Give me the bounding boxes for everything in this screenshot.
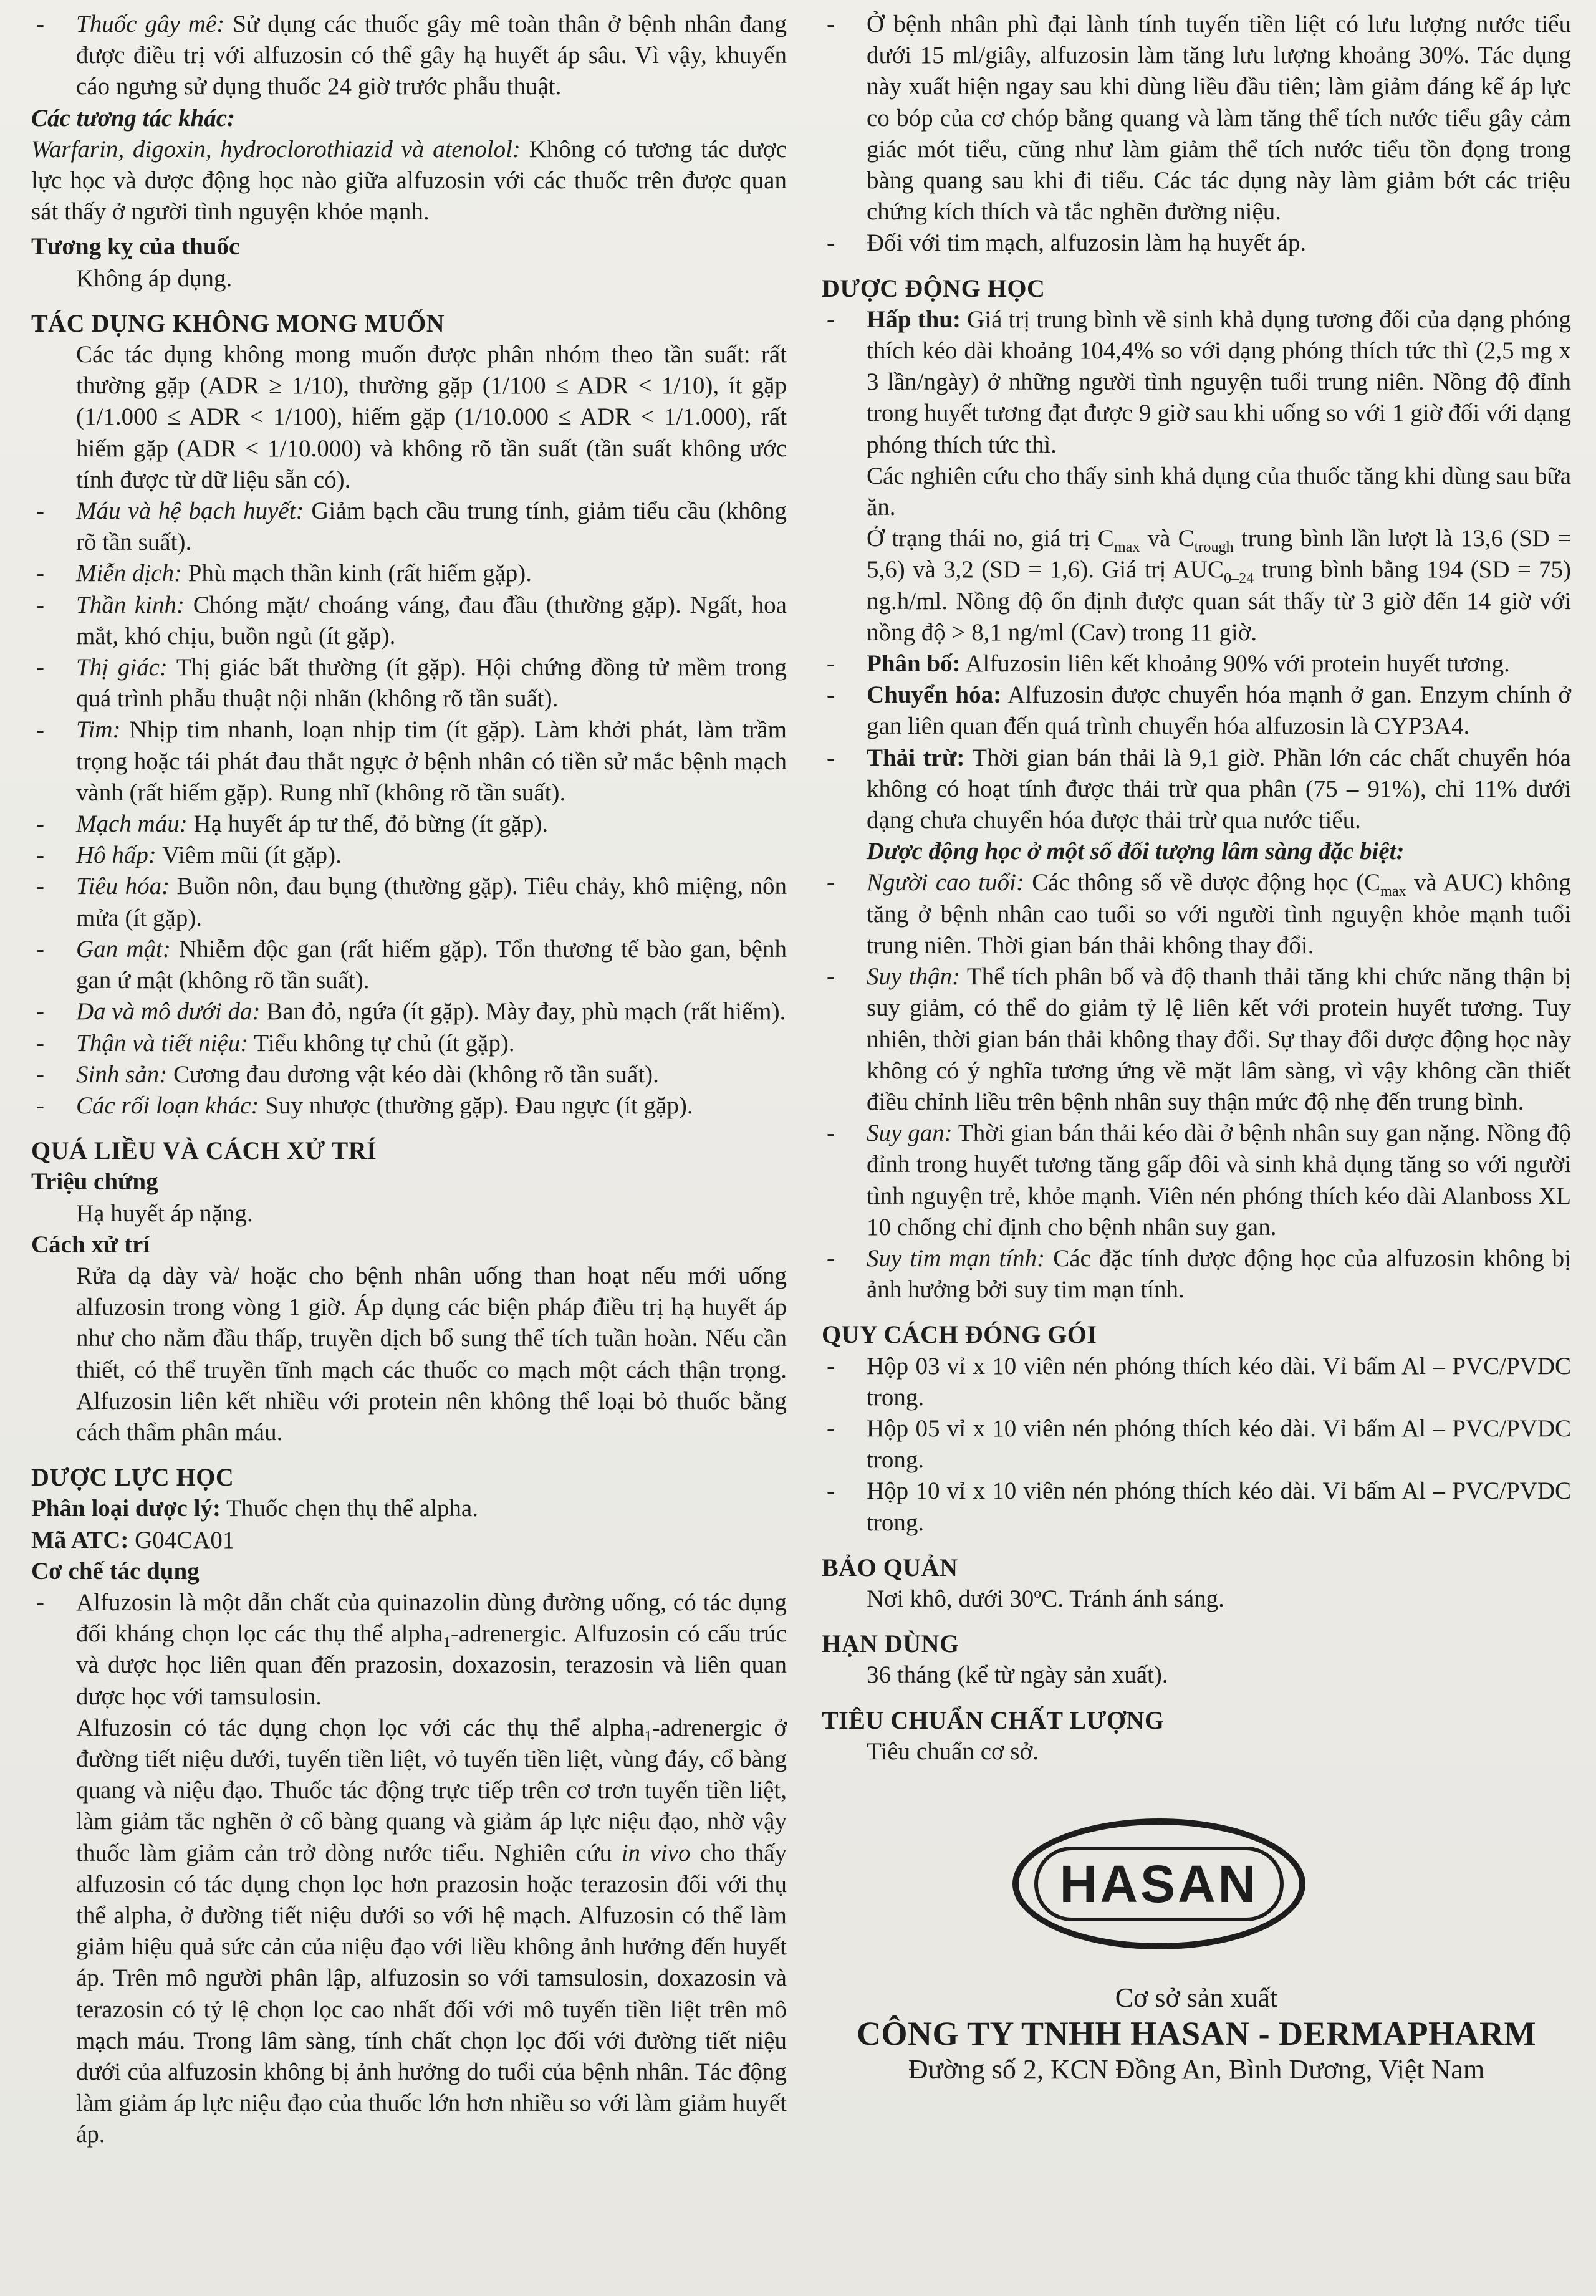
elimination-label: Thải trừ: (867, 744, 965, 771)
adr-item (31, 934, 787, 996)
fed-state-text (822, 523, 1571, 648)
anesthesia-item (31, 9, 787, 103)
symptoms-text: Hạ huyết áp nặng. (76, 1199, 253, 1227)
logo-outer-ellipse (1012, 1818, 1305, 1949)
interaction-text: Không có tương tác dược lực học và dược động học nào giữa alfuzosin với các thuốc trên được quan sát thấy ở người tình nguyện khỏe mạnh. (31, 135, 787, 226)
mechanism-heading: Cơ chế tác dụng (31, 1557, 200, 1585)
elderly-item (822, 867, 1571, 961)
absorption-label: Hấp thu: (867, 305, 961, 333)
fed-subscript: max (1113, 539, 1140, 556)
adr-item (31, 590, 787, 652)
fed-text: và C (1140, 525, 1195, 552)
mechanism-item-2 (31, 1712, 787, 2151)
mech-text: cho thấy alfuzosin có tác dụng chọn lọc hơn prazosin hoặc terazosin đối với thụ thể alpha, ở đường tiết niệu dưới so với hệ mạch. Alfuzosin có thể làm giảm hiệu quả sức cản của niệu đạo với liều không ảnh hưởng đến huyết áp. Trên mô người phân lập, alfuzosin so với tamsulosin, doxazosin và terazosin có tỷ lệ chọn lọc cao nhất đối với mô tuyến tiền liệt trên mô mạch máu. Trong lâm sàng, tính chất chọn lọc đối với đường tiết niệu dưới của alfuzosin không bị ảnh hưởng do tuổi của bệnh nhân. Tác động làm giảm áp lực niệu đạo của thuốc lớn hơn nhiều so với làm giảm huyết áp. (76, 1839, 787, 2148)
pharmacodynamics-heading: DƯỢC LỰC HỌC (31, 1463, 234, 1492)
adr-text: Giảm bạch cầu trung tính, giảm tiểu cầu (không rõ tần suất). (76, 497, 787, 556)
right-column (822, 9, 1571, 2087)
adr-label: Hô hấp: (76, 842, 156, 869)
quality-standard-heading: TIÊU CHUẨN CHẤT LƯỢNG (822, 1706, 1165, 1734)
adr-item (31, 1059, 787, 1090)
manufacturer-block (822, 1982, 1571, 2087)
mech-subscript: 1 (443, 1633, 451, 1651)
interaction-drugs: Warfarin, digoxin, hydroclorothiazid và atenolol: (31, 135, 521, 163)
atc-text: G04CA01 (128, 1526, 235, 1554)
adr-text: Ban đỏ, ngứa (ít gặp). Mày đay, phù mạch (rất hiếm). (260, 998, 786, 1026)
mechanism-item-1 (31, 1587, 787, 1712)
packaging-item: - Hộp 05 vỉ x 10 viên nén phóng thích kéo dài. Vỉ bấm Al – PVC/PVDC trong. (822, 1413, 1571, 1476)
in-vivo-text: in vivo (621, 1839, 691, 1866)
logo-inner-frame (1034, 1847, 1284, 1921)
heart-failure-text: Các đặc tính dược động học của alfuzosin không bị ảnh hưởng bởi suy tim mạn tính. (867, 1244, 1571, 1304)
packaging-heading: QUY CÁCH ĐÓNG GÓI (822, 1320, 1097, 1349)
adr-text: Cương đau dương vật kéo dài (không rõ tần suất). (167, 1060, 659, 1088)
packaging-item: - Hộp 10 vỉ x 10 viên nén phóng thích kéo dài. Vỉ bấm Al – PVC/PVDC trong. (822, 1476, 1571, 1538)
storage-heading: BẢO QUẢN (822, 1553, 958, 1582)
adr-label: Thị giác: (76, 654, 168, 681)
adr-label: Sinh sản: (76, 1060, 168, 1088)
renal-text: Thể tích phân bố và độ thanh thải tăng khi chức năng thận bị suy giảm, có thể do giảm tỷ lệ liên kết với protein huyết tương. Tuy nhiên, thời gian bán thải không thay đổi. Sự thay đổi dược động học này không có ý nghĩa tương ứng về mặt lâm sàng, vì vậy không cần thiết điều chỉnh liều trên bệnh nhân suy thận mức độ nhẹ đến trung bình. (867, 963, 1571, 1115)
anesthesia-text: Sử dụng các thuốc gây mê toàn thân ở bệnh nhân đang được điều trị với alfuzosin có thể gây hạ huyết áp sâu. Vì vậy, khuyến cáo ngưng sử dụng thuốc 24 giờ trước phẫu thuật. (76, 11, 787, 100)
adr-item (31, 1090, 787, 1122)
elderly-label: Người cao tuổi: (867, 869, 1024, 896)
adr-label: Miễn dịch: (76, 560, 183, 587)
atc-code (31, 1525, 787, 1556)
logo-text: HASAN (1059, 1854, 1259, 1913)
manufacturer-address: Đường số 2, KCN Đồng An, Bình Dương, Việt Nam (908, 2053, 1485, 2085)
fed-subscript: 0–24 (1223, 570, 1254, 587)
adr-item (31, 840, 787, 871)
manufacturer-label: Cơ sở sản xuất (1115, 1982, 1278, 2013)
adr-label: Tim: (76, 716, 121, 744)
fed-text: Ở trạng thái no, giá trị C (867, 525, 1114, 552)
pharm-class (31, 1493, 787, 1524)
adr-label: Tiêu hóa: (76, 873, 170, 900)
mech-text: -adrenergic. Alfuzosin có cấu trúc và dược học liên quan đến prazosin, doxazosin, terazosin và liên quan dược học với tamsulosin. (76, 1620, 787, 1710)
fed-text: trung bình bằng 194 (SD = 75) ng.h/ml. Nồng độ ổn định được quan sát thấy từ 3 giờ đến 14 giờ với nồng độ > 8,1 ng/ml (Cav) trong 11 giờ. (867, 556, 1572, 646)
adr-item (31, 558, 787, 589)
shelf-life-text: 36 tháng (kể từ ngày sản xuất). (867, 1661, 1168, 1689)
distribution-item (822, 648, 1571, 680)
hepatic-text: Thời gian bán thải kéo dài ở bệnh nhân suy gan nặng. Nồng độ đỉnh trong huyết tương tăng gấp đôi và sinh khả dụng tăng so với người tình nguyện trẻ, khỏe mạnh. Viên nén phóng thích kéo dài Alanboss XL 10 chống chỉ định cho bệnh nhân suy gan. (867, 1120, 1571, 1241)
adr-item (31, 714, 787, 809)
elimination-text: Thời gian bán thải là 9,1 giờ. Phần lớn các chất chuyển hóa không có hoạt tính được thải trừ qua phân (75 – 91%), chỉ 11% dưới dạng chưa chuyển hóa được thải trừ qua nước tiểu. (867, 744, 1571, 834)
storage-text-part: Nơi khô, dưới 30 (867, 1585, 1034, 1612)
metabolism-label: Chuyển hóa: (867, 681, 1002, 709)
adr-label: Các rối loạn khác: (76, 1092, 259, 1119)
distribution-text: Alfuzosin liên kết khoảng 90% với protein huyết tương. (960, 650, 1510, 678)
adr-text: Phù mạch thần kinh (rất hiếm gặp). (182, 560, 532, 587)
metabolism-item (822, 680, 1571, 742)
shelf-life-heading: HẠN DÙNG (822, 1630, 959, 1658)
adr-label: Máu và hệ bạch huyết: (76, 497, 304, 525)
pharm-class-text: Thuốc chẹn thụ thể alpha. (220, 1495, 478, 1522)
adr-label: Thận và tiết niệu: (76, 1029, 249, 1057)
fed-text: trung bình lần lượt là 13,6 (SD = 5,6) và 3,2 (SD = 1,6). Giá trị AUC (867, 525, 1571, 584)
special-populations-heading: Dược động học ở một số đối tượng lâm sàng đặc biệt: (867, 838, 1405, 865)
storage-text-part: C. Tránh ánh sáng. (1041, 1585, 1224, 1612)
adr-text: Viêm mũi (ít gặp). (156, 842, 342, 869)
metabolism-text: Alfuzosin được chuyển hóa mạnh ở gan. Enzym chính ở gan liên quan đến quá trình chuyển hóa alfuzosin là CYP3A4. (867, 681, 1571, 740)
hepatic-item (822, 1118, 1571, 1243)
elderly-text: và AUC) không tăng ở bệnh nhân cao tuổi so với người tình nguyện khỏe mạnh tuổi trung niên. Thời gian bán thải không thay đổi. (867, 869, 1571, 959)
symptoms-heading: Triệu chứng (31, 1168, 158, 1196)
adr-item (31, 871, 787, 933)
bph-item: - Ở bệnh nhân phì đại lành tính tuyến tiền liệt có lưu lượng nước tiểu dưới 15 ml/giây, alfuzosin làm tăng lưu lượng khoảng 30%. Tác dụng này xuất hiện ngay sau khi dùng liều đầu tiên; làm giảm đáng kể áp lực co bóp của cơ chóp bằng quang và làm tăng thể tích nước tiểu gây cảm giác mót tiểu, cũng như làm giảm thể tích nước tiểu tồn đọng trong bàng quang sau khi đi tiểu. Các tác dụng này làm giảm bớt các triệu chứng kích thích và tắc nghẽn đường niệu. (822, 9, 1571, 228)
other-interactions-text (31, 134, 787, 228)
packaging-item: - Hộp 03 vỉ x 10 viên nén phóng thích kéo dài. Vỉ bấm Al – PVC/PVDC trong. (822, 1351, 1571, 1413)
overdose-heading: QUÁ LIỀU VÀ CÁCH XỬ TRÍ (31, 1136, 377, 1165)
mech-text: -adrenergic ở đường tiết niệu dưới, tuyến tiền liệt, vỏ tuyến tiền liệt, vùng đáy, cổ bàng quang và niệu đạo. Thuốc tác động trực tiếp trên cơ trơn tuyến tiền liệt, làm giảm tắc nghẽn ở cổ bàng quang và giảm áp lực niệu đạo, nhờ vậy thuốc làm giảm cản trở dòng nước tiểu. Nghiên cứu (76, 1714, 787, 1866)
elderly-text: Các thông số về dược động học (C (1024, 869, 1381, 896)
anesthesia-label: Thuốc gây mê: (76, 11, 225, 37)
adr-label: Thần kinh: (76, 591, 185, 618)
adr-text: Chóng mặt/ choáng váng, đau đầu (thường gặp). Ngất, hoa mắt, khó chịu, buồn ngủ (ít gặp). (76, 591, 787, 650)
adr-heading: TÁC DỤNG KHÔNG MONG MUỐN (31, 309, 445, 337)
elderly-subscript: max (1380, 883, 1406, 900)
adr-text: Thị giác bất thường (ít gặp). Hội chứng đồng tử mềm trong quá trình phẫu thuật nội nhãn (không rõ tần suất). (76, 654, 787, 713)
cardio-item: - Đối với tim mạch, alfuzosin làm hạ huyết áp. (822, 228, 1571, 259)
manufacturer-name: CÔNG TY TNHH HASAN - DERMAPHARM (856, 2014, 1536, 2052)
renal-label: Suy thận: (867, 963, 961, 991)
pharm-class-label: Phân loại dược lý: (31, 1495, 221, 1522)
degree-symbol: o (1034, 1584, 1042, 1602)
storage-text (822, 1583, 1571, 1615)
adr-item (31, 809, 787, 840)
distribution-label: Phân bố: (867, 650, 961, 678)
pharmacokinetics-heading: DƯỢC ĐỘNG HỌC (822, 274, 1046, 302)
mech-subscript: 1 (644, 1727, 652, 1745)
adr-list (31, 496, 787, 1122)
left-column (31, 9, 787, 2151)
adr-item (31, 996, 787, 1027)
elimination-item (822, 742, 1571, 837)
adr-item (31, 1028, 787, 1059)
adr-text: Suy nhược (thường gặp). Đau ngực (ít gặp). (259, 1092, 693, 1119)
fed-subscript: trough (1194, 539, 1234, 556)
incompat-heading: Tương kỵ của thuốc (31, 233, 240, 261)
quality-standard-text: Tiêu chuẩn cơ sở. (867, 1737, 1039, 1765)
mech-text: Alfuzosin có tác dụng chọn lọc với các thụ thể alpha (76, 1714, 645, 1741)
adr-text: Buồn nôn, đau bụng (thường gặp). Tiêu chảy, khô miệng, nôn mửa (ít gặp). (76, 873, 787, 931)
treatment-text: Rửa dạ dày và/ hoặc cho bệnh nhân uống than hoạt nếu mới uống alfuzosin trong vòng 1 giờ. Áp dụng các biện pháp điều trị hạ huyết áp như cho nằm đầu thấp, truyền dịch bổ sung thể tích tuần hoàn. Nếu cần thiết, có thể truyền tĩnh mạch các thuốc co mạch một cách thận trọng. Alfuzosin liên kết nhiều với protein nên không thể loại bỏ thuốc bằng cách thẩm phân máu. (76, 1262, 787, 1446)
absorption-item (822, 304, 1571, 461)
adr-text: Hạ huyết áp tư thế, đỏ bừng (ít gặp). (187, 810, 549, 838)
heart-failure-item (822, 1243, 1571, 1305)
adr-item (31, 652, 787, 714)
adr-label: Gan mật: (76, 935, 171, 963)
atc-label: Mã ATC: (31, 1526, 129, 1554)
adr-label: Da và mô dưới da: (76, 998, 261, 1026)
hepatic-label: Suy gan: (867, 1120, 953, 1147)
food-effect-text: Các nghiên cứu cho thấy sinh khả dụng của thuốc tăng khi dùng sau bữa ăn. (867, 462, 1571, 521)
hasan-logo (822, 1818, 1571, 1949)
mech-text: Alfuzosin là một dẫn chất của quinazolin dùng đường uống, có tác dụng đối kháng chọn lọc các thụ thể alpha (76, 1588, 787, 1648)
treatment-heading: Cách xử trí (31, 1231, 150, 1258)
absorption-text: Giá trị trung bình về sinh khả dụng tương đối của dạng phóng thích kéo dài khoảng 104,4% so với dạng phóng thích tức thì (2,5 mg x 3 lần/ngày) ở những người tình nguyện tuổi trung niên. Nồng độ đỉnh trong huyết tương đạt được 9 giờ sau khi uống so với 1 giờ đối với dạng phóng thích tức thì. (867, 305, 1571, 458)
adr-text: Nhịp tim nhanh, loạn nhịp tim (ít gặp). Làm khởi phát, làm trầm trọng hoặc tái phát đau thắt ngực ở bệnh nhân có tiền sử mắc bệnh mạch vành (rất hiếm gặp). Rung nhĩ (không rõ tần suất). (76, 716, 787, 806)
adr-item (31, 496, 787, 558)
adr-text: Tiểu không tự chủ (ít gặp). (248, 1029, 515, 1057)
adr-text: Nhiễm độc gan (rất hiếm gặp). Tổn thương tế bào gan, bệnh gan ứ mật (không rõ tần suất). (76, 935, 787, 994)
adr-intro: Các tác dụng không mong muốn được phân nhóm theo tần suất: rất thường gặp (ADR ≥ 1/10), thường gặp (1/100 ≤ ADR < 1/10), ít gặp (1/1.000 ≤ ADR < 1/100), hiếm gặp (1/10.000 ≤ ADR < 1/1.000), rất hiếm gặp (ADR < 1/10.000) và không rõ tần suất (tần suất không ước tính được từ dữ liệu sẵn có). (76, 341, 787, 493)
other-interactions-heading: Các tương tác khác: (31, 104, 236, 132)
renal-item (822, 961, 1571, 1118)
incompat-text: Không áp dụng. (76, 264, 233, 292)
adr-label: Mạch máu: (76, 810, 188, 838)
heart-failure-label: Suy tim mạn tính: (867, 1244, 1046, 1272)
